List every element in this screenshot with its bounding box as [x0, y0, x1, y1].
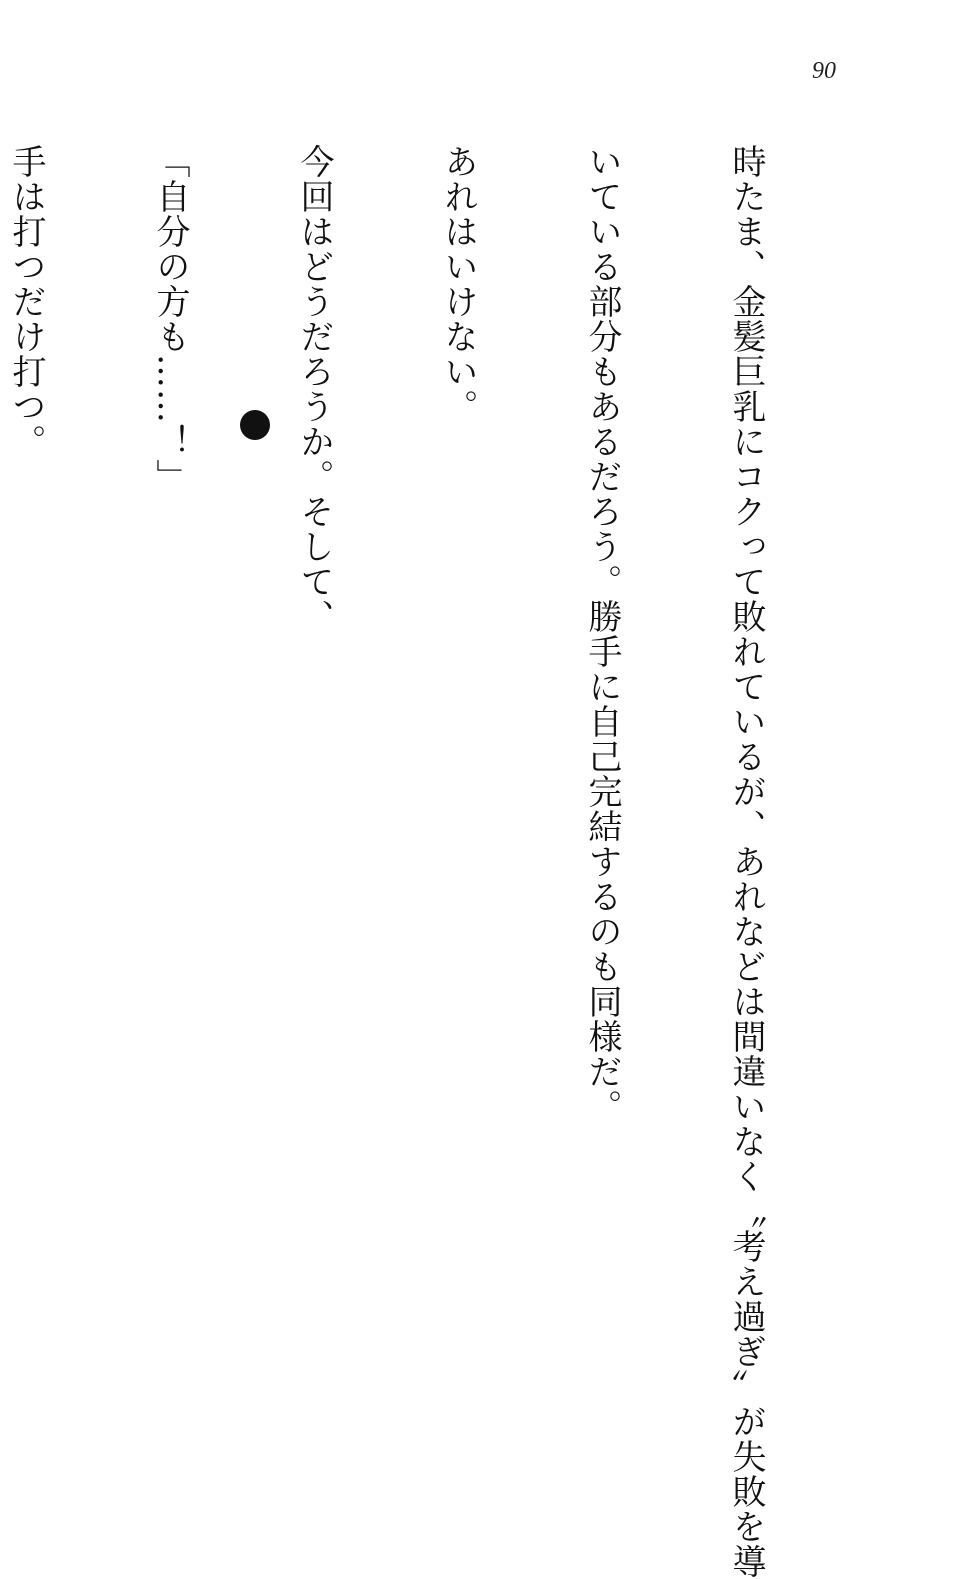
- text-line: 今回はどうだろうか。そして、: [294, 144, 334, 634]
- vertical-text-block: [0, 144, 866, 1579]
- text-line: 時たま、金髪巨乳にコクって敗れているが、あれなどは間違いなく〝考え過ぎ〟が失敗を導: [726, 144, 766, 1579]
- text-line: 手は打つだけ打つ。: [6, 144, 46, 459]
- text-line: あれはいけない。: [438, 144, 478, 424]
- scene-break-dot-icon: [240, 410, 270, 440]
- text-line: 「自分の方も……！」: [150, 144, 190, 494]
- text-line: いている部分もあるだろう。勝手に自己完結するのも同様だ。: [582, 144, 622, 1124]
- page-number: 90: [812, 58, 836, 84]
